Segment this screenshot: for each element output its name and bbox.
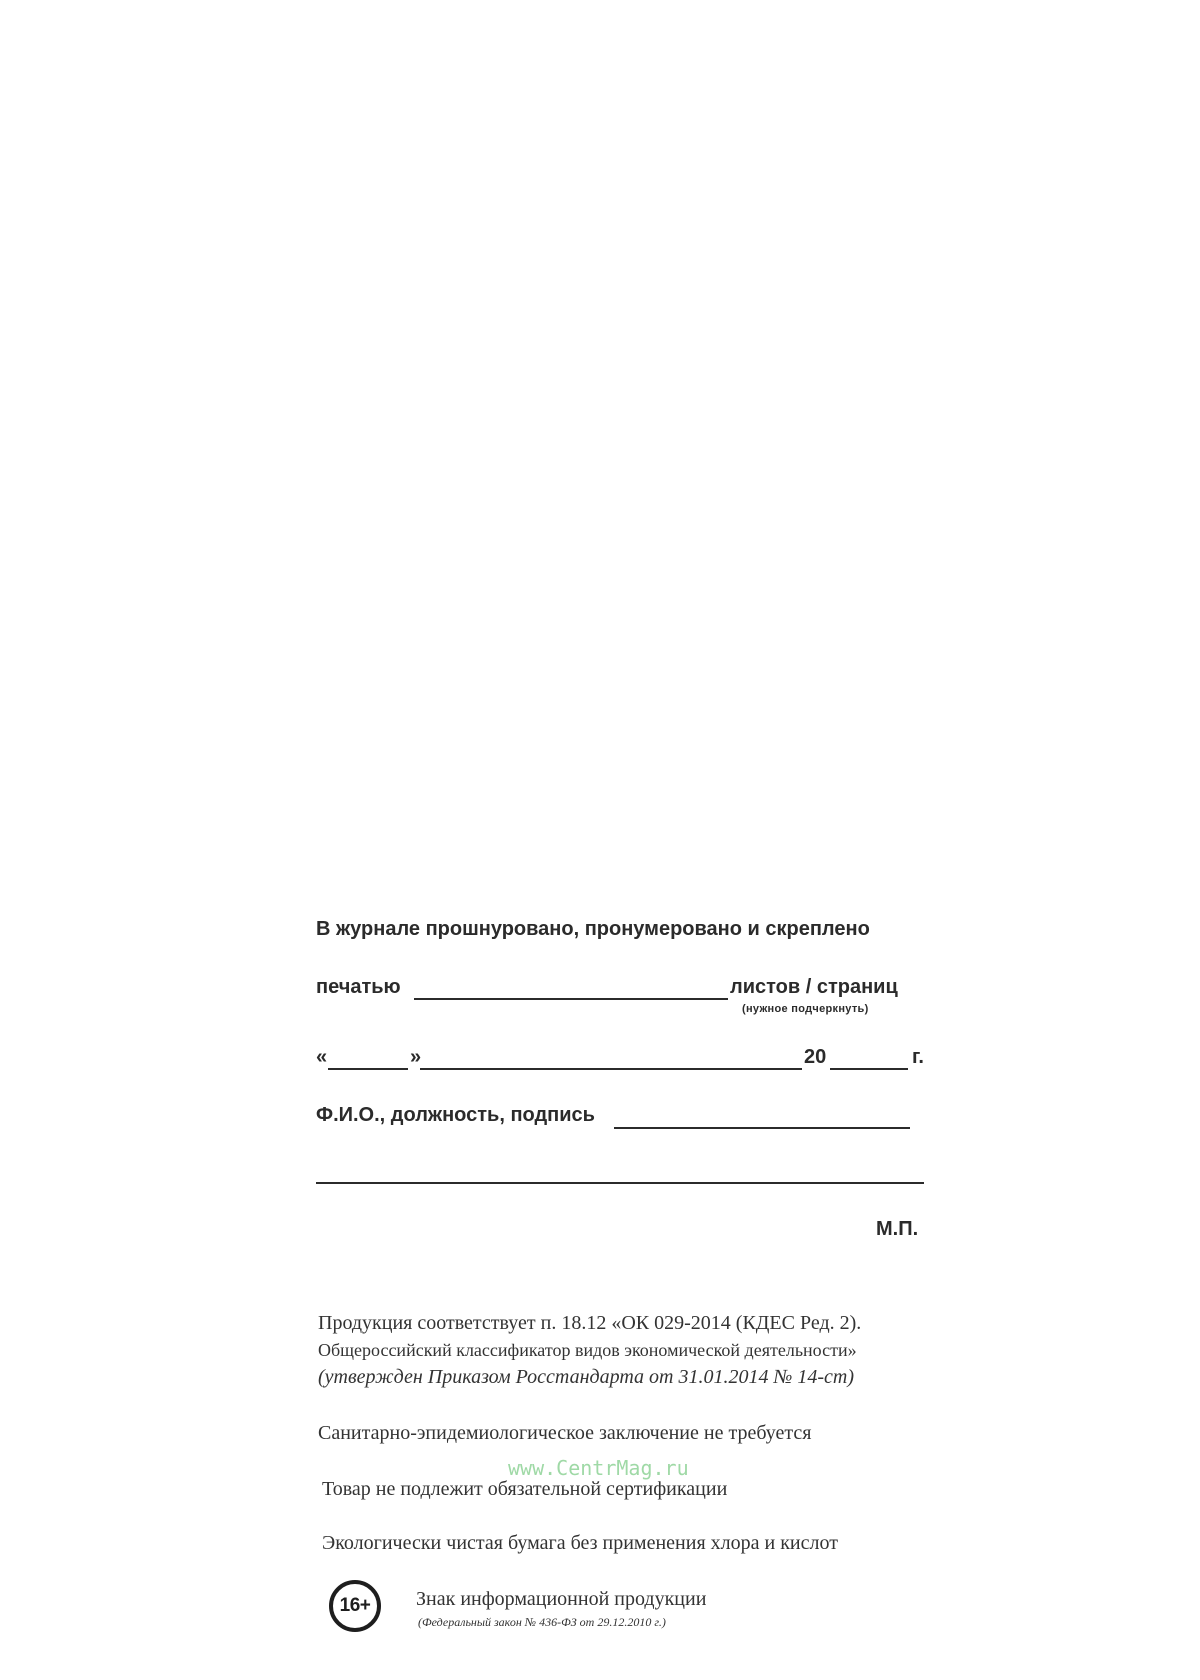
compliance-line-1: Продукция соответствует п. 18.12 «ОК 029-2014 (КДЕС Ред. 2).	[318, 1312, 862, 1334]
seal-label: печатью	[316, 976, 401, 998]
year-line	[830, 1068, 908, 1070]
compliance-line-2: Общероссийский классификатор видов экономической деятельности»	[318, 1340, 857, 1360]
compliance-line-3: (утвержден Приказом Росстандарта от 31.01.2014 № 14-ст)	[318, 1366, 854, 1388]
ecology-note: Экологически чистая бумага без применения хлора и кислот	[322, 1532, 838, 1554]
stamp-label: М.П.	[876, 1218, 919, 1240]
watermark: www.CentrMag.ru	[508, 1456, 689, 1480]
certification-heading: В журнале прошнуровано, пронумеровано и скреплено	[316, 918, 870, 940]
month-line	[420, 1068, 802, 1070]
age-sign-title: Знак информационной продукции	[416, 1588, 707, 1610]
sheet-count-line	[414, 998, 728, 1000]
age-sign-law: (Федеральный закон № 436-ФЗ от 29.12.2010 г.)	[418, 1615, 666, 1629]
sanitary-note: Санитарно-эпидемиологическое заключение не требуется	[318, 1422, 812, 1444]
date-open-quote: «	[316, 1046, 328, 1068]
certification-note: Товар не подлежит обязательной сертификации	[322, 1478, 728, 1500]
age-rating-icon: 16+	[329, 1580, 381, 1632]
year-suffix: г.	[912, 1046, 924, 1068]
underline-note: (нужное подчеркнуть)	[742, 1003, 869, 1015]
signature-line	[614, 1127, 910, 1129]
year-prefix: 20	[804, 1046, 827, 1068]
sheets-pages-label: листов / страниц	[730, 976, 898, 998]
signature-extra-line	[316, 1182, 924, 1184]
signature-label: Ф.И.О., должность, подпись	[316, 1104, 595, 1126]
day-line	[328, 1068, 408, 1070]
date-close-quote: »	[410, 1046, 422, 1068]
